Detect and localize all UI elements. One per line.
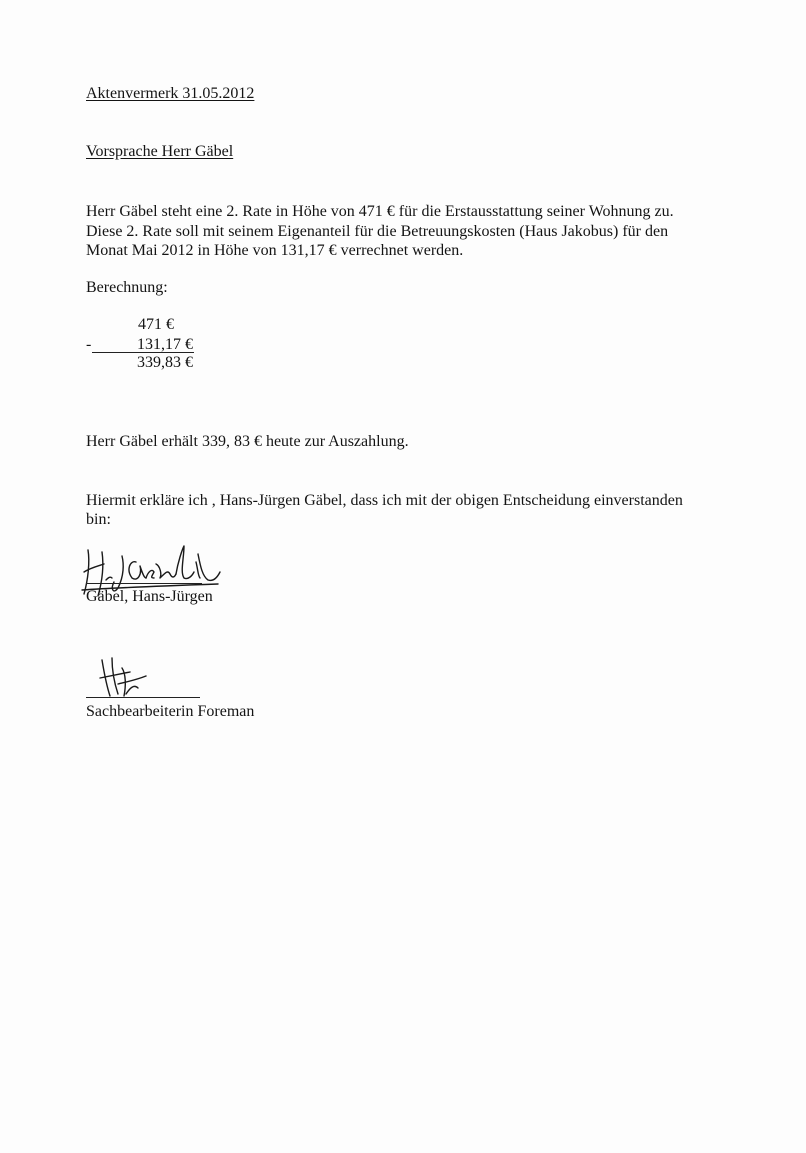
paragraph-line: Herr Gäbel steht eine 2. Rate in Höhe von 471 € für die Erstausstattung seiner Wohnung zu. [86,203,674,220]
signature-foreman [96,654,156,700]
paragraph-line: Diese 2. Rate soll mit seinem Eigenanteil für die Betreuungskosten (Haus Jakobus) für den [86,223,669,240]
signature-line-1 [86,583,202,584]
declaration-line: bin: [86,511,111,528]
declaration-line: Hiermit erkläre ich , Hans-Jürgen Gäbel, dass ich mit der obigen Entscheidung einverstanden [86,492,683,509]
memo-heading: Aktenvermerk 31.05.2012 [86,85,255,102]
calc-value-2: 131,17 € [137,336,193,353]
signer-2-name: Sachbearbeiterin Foreman [86,703,255,720]
signer-1-name: Gäbel, Hans-Jürgen [86,588,213,605]
paragraph-line: Monat Mai 2012 in Höhe von 131,17 € verrechnet werden. [86,242,464,259]
calc-result: 339,83 € [137,354,193,371]
calc-label: Berechnung: [86,279,168,296]
signature-line-2 [86,697,200,698]
memo-subject: Vorsprache Herr Gäbel [86,143,234,160]
calc-minus-sign: - [86,336,92,353]
payout-text: Herr Gäbel erhält 339, 83 € heute zur Auszahlung. [86,433,409,450]
calc-value-1: 471 € [138,316,174,333]
